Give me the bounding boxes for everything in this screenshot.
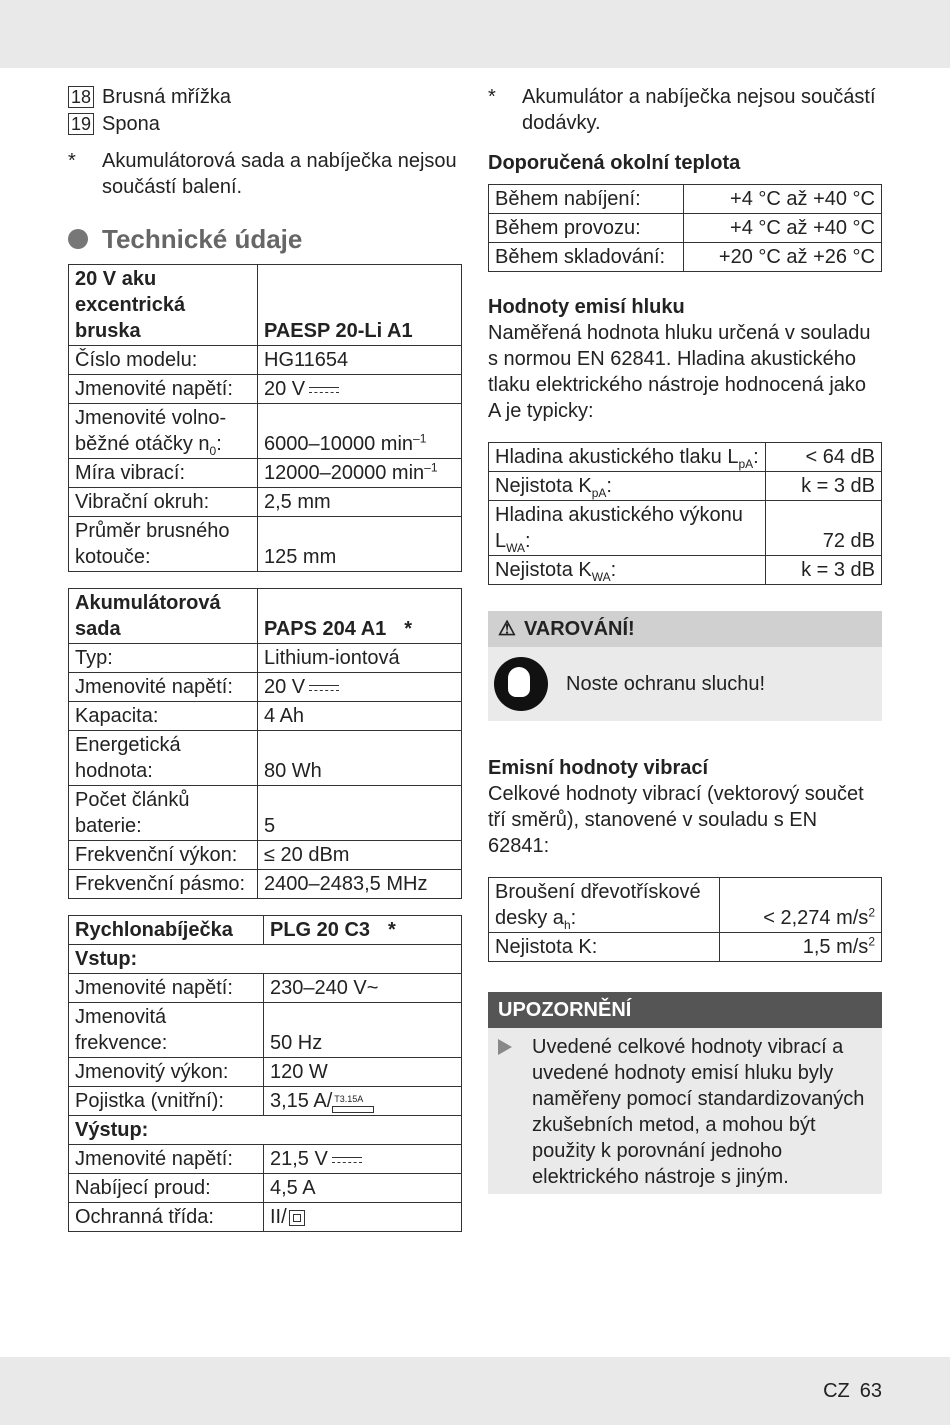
table-cell (720, 878, 882, 933)
table-cell: Výstup: (69, 1116, 462, 1145)
table-row (69, 786, 462, 841)
table-cell (489, 443, 766, 472)
table-cell: Průměr brusného kotouče: (69, 517, 258, 572)
table-cell: Míra vibrací: (69, 459, 258, 488)
table-cell: k = 3 dB (766, 556, 882, 585)
dc-symbol-icon (332, 1155, 362, 1165)
cell-text: : (216, 433, 222, 455)
part-number: 19 (68, 113, 94, 135)
table-row (69, 1058, 462, 1087)
table-cell: Frekvenční pásmo: (69, 870, 258, 899)
warning-triangle-icon: ⚠ (498, 618, 516, 640)
table-cell: < 64 dB (766, 443, 882, 472)
page-footer (813, 1378, 882, 1404)
cell-value: 12000–20000 min (264, 462, 425, 484)
table-cell: 4 Ah (258, 702, 462, 731)
table-cell: Lithium-iontová (258, 644, 462, 673)
table-cell: 72 dB (766, 501, 882, 556)
cell-value: 1,5 m/s (802, 936, 869, 958)
table-cell: Jmenovité napětí: (69, 1145, 264, 1174)
table-cell: 20 V aku excentrická bruska (69, 265, 258, 346)
arrow-bullet-icon (498, 1039, 512, 1055)
table-cell: Během nabíjení: (489, 185, 684, 214)
warning-title: VAROVÁNÍ! (523, 618, 635, 640)
superscript: 2 (868, 905, 875, 920)
table-cell: Jmenovité napětí: (69, 673, 258, 702)
table-cell: 50 Hz (264, 1003, 462, 1058)
cell-text: běžné otáčky n (75, 433, 210, 455)
table-cell (489, 501, 766, 556)
table-cell (258, 459, 462, 488)
table-row (489, 214, 882, 243)
table-cell: Kapacita: (69, 702, 258, 731)
battery-spec-table (68, 588, 462, 899)
table-cell: +4 °C až +40 °C (684, 185, 882, 214)
footnote-star: * (404, 618, 413, 640)
cell-text: Broušení dřevotřískové desky a (495, 881, 701, 929)
section-heading-text: Technické údaje (102, 224, 303, 254)
table-cell: 80 Wh (258, 731, 462, 786)
cell-value: 6000–10000 min (264, 433, 414, 455)
noise-heading: Hodnoty emisí hluku (488, 296, 685, 318)
cell-value: PAPS 204 A1 (264, 618, 387, 640)
table-row (69, 459, 462, 488)
table-cell (720, 933, 882, 962)
table-cell: Pojistka (vnitřní): (69, 1087, 264, 1116)
footnote-text: Akumulátorová sada a nabíječka nejsou součástí balení. (102, 150, 457, 198)
table-cell (258, 375, 462, 404)
table-row (69, 945, 462, 974)
cell-text: : (753, 446, 759, 468)
table-cell (258, 404, 462, 459)
table-row (69, 375, 462, 404)
part-number: 18 (68, 86, 94, 108)
table-row (69, 1116, 462, 1145)
notice-text: Uvedené celkové hodnoty vibrací a uvedené hodnoty emisí hluku byly naměřeny pomocí standardizovaných zkušebních metod, a mohou být použity k porovnání jednoho elektrického nástroje s jiným. (532, 1036, 865, 1188)
table-cell: Typ: (69, 644, 258, 673)
table-cell: Frekvenční výkon: (69, 841, 258, 870)
part-label: Spona (102, 113, 160, 135)
table-cell: 120 W (264, 1058, 462, 1087)
table-row (69, 916, 462, 945)
table-row (489, 243, 882, 272)
table-row (69, 1145, 462, 1174)
cell-text: : (570, 907, 577, 929)
table-cell (264, 916, 462, 945)
superscript: –1 (424, 460, 438, 475)
vibration-table (488, 877, 882, 962)
table-cell: Vibrační okruh: (69, 488, 258, 517)
table-cell (258, 673, 462, 702)
table-cell (264, 1087, 462, 1116)
vibration-text: Celkové hodnoty vibrací (vektorový součet tří směrů), stanovené v souladu s EN 62841: (488, 783, 864, 857)
table-row (69, 673, 462, 702)
table-cell: k = 3 dB (766, 472, 882, 501)
cell-text: : (610, 559, 617, 581)
table-cell: Jmenovitý výkon: (69, 1058, 264, 1087)
superscript: 2 (868, 934, 875, 949)
table-cell (489, 556, 766, 585)
cell-value: II/ (270, 1206, 287, 1228)
table-row (69, 1174, 462, 1203)
footnote-star: * (68, 150, 76, 172)
language-code: CZ (823, 1380, 850, 1402)
cell-value: < 2,274 m/s (763, 907, 869, 929)
page-number: 63 (859, 1380, 882, 1402)
table-row (69, 346, 462, 375)
table-row (69, 1087, 462, 1116)
table-cell (489, 878, 720, 933)
fuse-symbol-icon (332, 1094, 374, 1114)
cell-text: Jmenovité volno- (75, 407, 227, 429)
table-cell: ≤ 20 dBm (258, 841, 462, 870)
footnote (68, 148, 462, 200)
table-cell: Jmenovité napětí: (69, 375, 258, 404)
table-cell: Energetická hodnota: (69, 731, 258, 786)
notice-box (488, 992, 882, 1194)
cell-value: 3,15 A/ (270, 1090, 333, 1112)
table-cell: Vstup: (69, 945, 462, 974)
cell-value: 20 V (264, 378, 306, 400)
table-row (69, 1203, 462, 1232)
protection-class-icon (289, 1210, 305, 1226)
charger-spec-table (68, 915, 462, 1232)
table-row (489, 472, 882, 501)
temperature-table (488, 184, 882, 272)
table-cell: 4,5 A (264, 1174, 462, 1203)
table-row (489, 556, 882, 585)
subscript: WA (591, 570, 611, 584)
table-row (69, 488, 462, 517)
table-row (69, 841, 462, 870)
footer-band (0, 1357, 950, 1425)
notice-header: UPOZORNĚNÍ (488, 992, 882, 1028)
footnote-star: * (388, 919, 396, 941)
cell-text: : (606, 475, 612, 497)
table-cell (264, 1145, 462, 1174)
table-cell: 2,5 mm (258, 488, 462, 517)
table-cell: Rychlonabíječka (69, 916, 264, 945)
cell-value: 20 V (264, 676, 306, 698)
table-row (489, 185, 882, 214)
subscript: h (563, 918, 571, 932)
warning-body (488, 647, 882, 721)
fuse-body (332, 1106, 374, 1113)
cell-text: Hladina akustického tlaku L (495, 446, 739, 468)
header-band (0, 0, 950, 68)
table-cell (489, 472, 766, 501)
footnote (488, 84, 882, 136)
table-cell: 2400–2483,5 MHz (258, 870, 462, 899)
table-row (489, 878, 882, 933)
table-row (69, 702, 462, 731)
right-column (488, 84, 882, 1194)
sander-spec-table (68, 264, 462, 572)
table-cell: Nabíjecí proud: (69, 1174, 264, 1203)
cell-text: Hladina akustického výkonu L (495, 504, 743, 552)
cell-value: PLG 20 C3 (270, 919, 371, 941)
table-cell: +4 °C až +40 °C (684, 214, 882, 243)
footnote-star: * (488, 86, 496, 108)
warning-header (488, 611, 882, 647)
table-row (69, 974, 462, 1003)
part-label: Brusná mřížka (102, 86, 231, 108)
table-row (69, 404, 462, 459)
table-row (69, 870, 462, 899)
warning-text: Noste ochranu sluchu! (566, 673, 766, 695)
section-heading (68, 224, 462, 254)
table-row (69, 589, 462, 644)
noise-table (488, 442, 882, 585)
table-row (69, 265, 462, 346)
part-item-18 (68, 84, 462, 111)
cell-value: 21,5 V (270, 1148, 328, 1170)
table-cell: Během provozu: (489, 214, 684, 243)
footnote-text: Akumulátor a nabíječka nejsou součástí dodávky. (522, 86, 876, 134)
table-cell: Jmenovitá frekvence: (69, 1003, 264, 1058)
table-cell: Jmenovité napětí: (69, 974, 264, 1003)
table-cell: Nejistota K: (489, 933, 720, 962)
ear-protection-icon (494, 657, 548, 711)
table-row (489, 501, 882, 556)
subscript: WA (506, 541, 526, 555)
left-column (68, 84, 462, 1248)
bullet-icon (68, 229, 88, 249)
table-cell: 5 (258, 786, 462, 841)
table-cell: +20 °C až +26 °C (684, 243, 882, 272)
dc-symbol-icon (309, 385, 339, 395)
table-cell (69, 404, 258, 459)
table-row (69, 644, 462, 673)
subscript: pA (738, 457, 754, 471)
table-cell: Během skladování: (489, 243, 684, 272)
table-cell (258, 589, 462, 644)
table-cell: Počet článků baterie: (69, 786, 258, 841)
cell-text: Nejistota K (495, 559, 592, 581)
subscript: pA (591, 486, 607, 500)
subscript: 0 (209, 444, 217, 458)
table-cell: PAESP 20-Li A1 (258, 265, 462, 346)
table-cell: Akumulátorová sada (69, 589, 258, 644)
notice-body (488, 1028, 882, 1190)
table-cell: 230–240 V~ (264, 974, 462, 1003)
noise-text: Naměřená hodnota hluku určená v souladu s normou EN 62841. Hladina akustického tlaku elektrického nástroje hodnocená jako A je typicky: (488, 322, 871, 422)
table-row (489, 443, 882, 472)
cell-text: Nejistota K (495, 475, 592, 497)
fuse-label: T3.15A (334, 1094, 364, 1104)
table-cell: HG11654 (258, 346, 462, 375)
warning-box (488, 611, 882, 721)
table-row (69, 517, 462, 572)
cell-text: : (525, 530, 531, 552)
part-item-19 (68, 111, 462, 138)
table-cell (264, 1203, 462, 1232)
table-row (489, 933, 882, 962)
table-row (69, 731, 462, 786)
table-cell: 125 mm (258, 517, 462, 572)
table-cell: Ochranná třída: (69, 1203, 264, 1232)
temperature-heading: Doporučená okolní teplota (488, 152, 741, 174)
vibration-heading: Emisní hodnoty vibrací (488, 757, 709, 779)
table-cell: Číslo modelu: (69, 346, 258, 375)
dc-symbol-icon (309, 683, 339, 693)
table-row (69, 1003, 462, 1058)
superscript: –1 (413, 431, 427, 446)
